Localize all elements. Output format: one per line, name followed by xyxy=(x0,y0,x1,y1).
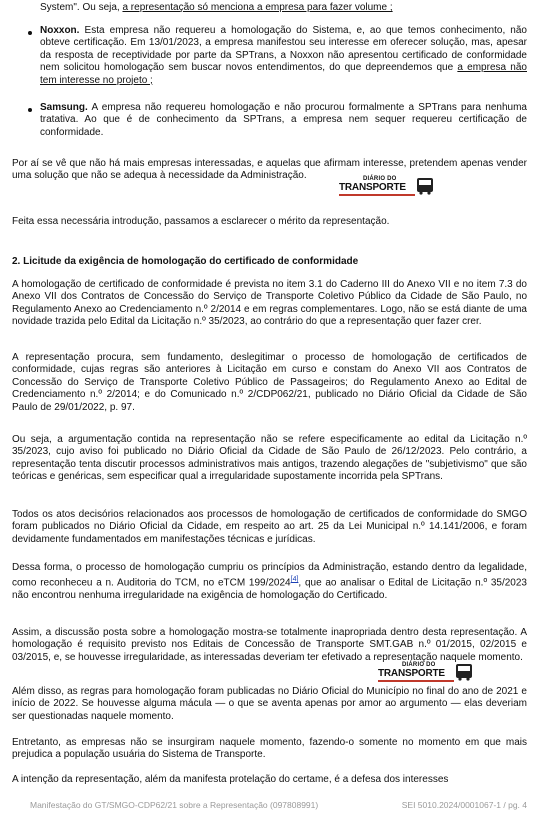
bullet-samsung xyxy=(40,102,527,139)
para-dessa-text-after: , que ao analisar o Edital de Licitação n.º 35/2023 não encontrou nenhuma irregularidade na exigência de homologação do Certificado. xyxy=(12,577,527,602)
logo-small-text: DIÁRIO DO xyxy=(363,176,397,182)
bullet-dot-icon xyxy=(28,108,32,112)
bullet-underlined: a empresa não tem interesse no projeto ; xyxy=(40,62,527,86)
para-ou-seja: Ou seja, a argumentação contida na representação não se refere especificamente ao edital da Licitação n.º 35/2023, cujo aviso foi publicado no Diário Oficial da Cidade de São Paulo de 26/12/2023. Pelo contrário, a representação tenta discutir processos administrativos mais antigos, trazendo alegações de "subjetivismo" que são teóricas e genéricas, sem especificar qual a irregularidade supostamente incorrida pela SPTrans. xyxy=(12,434,527,483)
bullet-noxxon xyxy=(40,25,527,87)
footnote-link[interactable]: [4] xyxy=(290,576,299,584)
top-line-text: System". Ou seja, xyxy=(40,2,123,13)
logo-small-text: DIÁRIO DO xyxy=(402,662,436,668)
footer-left: Manifestação do GT/SMGO-CDP62/21 sobre a Representação (097808991) xyxy=(30,800,319,810)
para-representacao: A representação procura, sem fundamento, deslegitimar o processo de homologação de certificados de conformidade, cujas regras são anteriores à Licitação em curso e constam do Anexo VII aos Contratos de Concessão do Serviço de Transporte Coletivo Público de Passageiros; do Regulamento Anexo ao Edital de Credenciamento n.º 2/2014; e do Comunicado n.º 2/CDP062/21, publicado no Diário Oficial da Cidade de São Paulo de 29/01/2022, p. 97. xyxy=(12,352,527,413)
para-todos-atos: Todos os atos decisórios relacionados aos processos de homologação de certificados de conformidade do SMGO foram publicados no Diário Oficial da Cidade, em respeito ao art. 25 da Lei Municipal n.º 14.141/2006, e foram devidamente fundamentados em manifestações técnicas e jurídicas. xyxy=(12,509,527,545)
diario-do-transporte-logo xyxy=(339,175,435,197)
diario-do-transporte-logo xyxy=(378,661,474,683)
logo-accent-bar xyxy=(339,194,415,196)
page-footer xyxy=(30,800,527,810)
section-heading: 2. Licitude da exigência de homologação do certificado de conformidade xyxy=(12,256,359,267)
bullet-company: Samsung. xyxy=(40,102,88,113)
bullet-dot-icon xyxy=(28,31,32,35)
logo-big-text: TRANSPORTE xyxy=(378,668,445,679)
top-line-underlined: a representação só menciona a empresa para fazer volume ; xyxy=(122,2,393,13)
para-intencao: A intenção da representação, além da manifesta protelação do certame, é a defesa dos interesses xyxy=(12,774,449,785)
logo-accent-bar xyxy=(378,680,454,682)
bus-icon xyxy=(455,663,473,681)
bullet-company: Noxxon. xyxy=(40,25,80,36)
logo-big-text: TRANSPORTE xyxy=(339,182,406,193)
para-homologacao: A homologação de certificado de conformidade é prevista no item 3.1 do Caderno III do Anexo VII e no item 7.3 do Anexo VII dos Contratos de Concessão do Serviço de Transporte Coletivo Público da Cidade de São Paulo, no Regulamento Anexo ao Credenciamento n.º 2/2014 e em regras complementares. Logo, não se está diante de uma novidade trazida pelo Edital da Licitação n.º 35/2023, ao contrário do que a representação quer fazer crer. xyxy=(12,279,527,328)
top-line xyxy=(40,2,527,14)
para-intro: Por aí se vê que não há mais empresas interessadas, e aquelas que afirmam interesse, pretendem apenas vender uma solução que não se adequa à necessidade da Administração. xyxy=(12,158,527,182)
footer-right: SEI 5010.2024/0001067-1 / pg. 4 xyxy=(401,800,527,810)
para-alem: Além disso, as regras para homologação foram publicadas no Diário Oficial do Município no final do ano de 2021 e início de 2022. Se houvesse alguma mácula — o que se aventa apenas por amor ao argumento — elas deveriam ser questionadas naquele momento. xyxy=(12,686,527,722)
bus-icon xyxy=(416,177,434,195)
bullet-text: Esta empresa não requereu a homologação do Sistema, e, ao que temos conhecimento, não obteve certificação. Em 13/01/2023, a empresa manifestou seu interesse em oferecer solução, mas, apesar da resposta de receptividade por parte da SPTrans, a Noxxon não apresentou certificado de conformidade nem solicitou homologação sem buscar novos entendimentos, do que depreendemos que xyxy=(40,25,527,74)
para-assim: Assim, a discussão posta sobre a homologação mostra-se totalmente inapropriada dentro desta representação. A homologação é requisito previsto nos Editais de Concessão de Transporte SMT.GAB n.º 01/2015, 02/2015 e 03/2015, e, se houvesse irregularidade, as interessadas deveriam ter efetivado a representação naquele momento. xyxy=(12,627,527,663)
bullet-text: A empresa não requereu homologação e não procurou formalmente a SPTrans para nenhuma tratativa. Ao que é de conhecimento da SPTrans, a empresa nem sequer requereu certificação de conformidade. xyxy=(40,102,527,138)
para-dessa-text: Dessa forma, o processo de homologação cumpriu os princípios da Administração, estando dentro da legalidade, como reconheceu a n. Auditoria do TCM, no eTCM 199/2024 xyxy=(12,562,527,589)
para-entretanto: Entretanto, as empresas não se insurgiram naquele momento, fazendo-o somente no momento em que mais prejudica a população usuária do Sistema de Transporte. xyxy=(12,737,527,761)
para-feita: Feita essa necessária introdução, passamos a esclarecer o mérito da representação. xyxy=(12,216,390,227)
para-dessa-forma xyxy=(12,562,527,603)
